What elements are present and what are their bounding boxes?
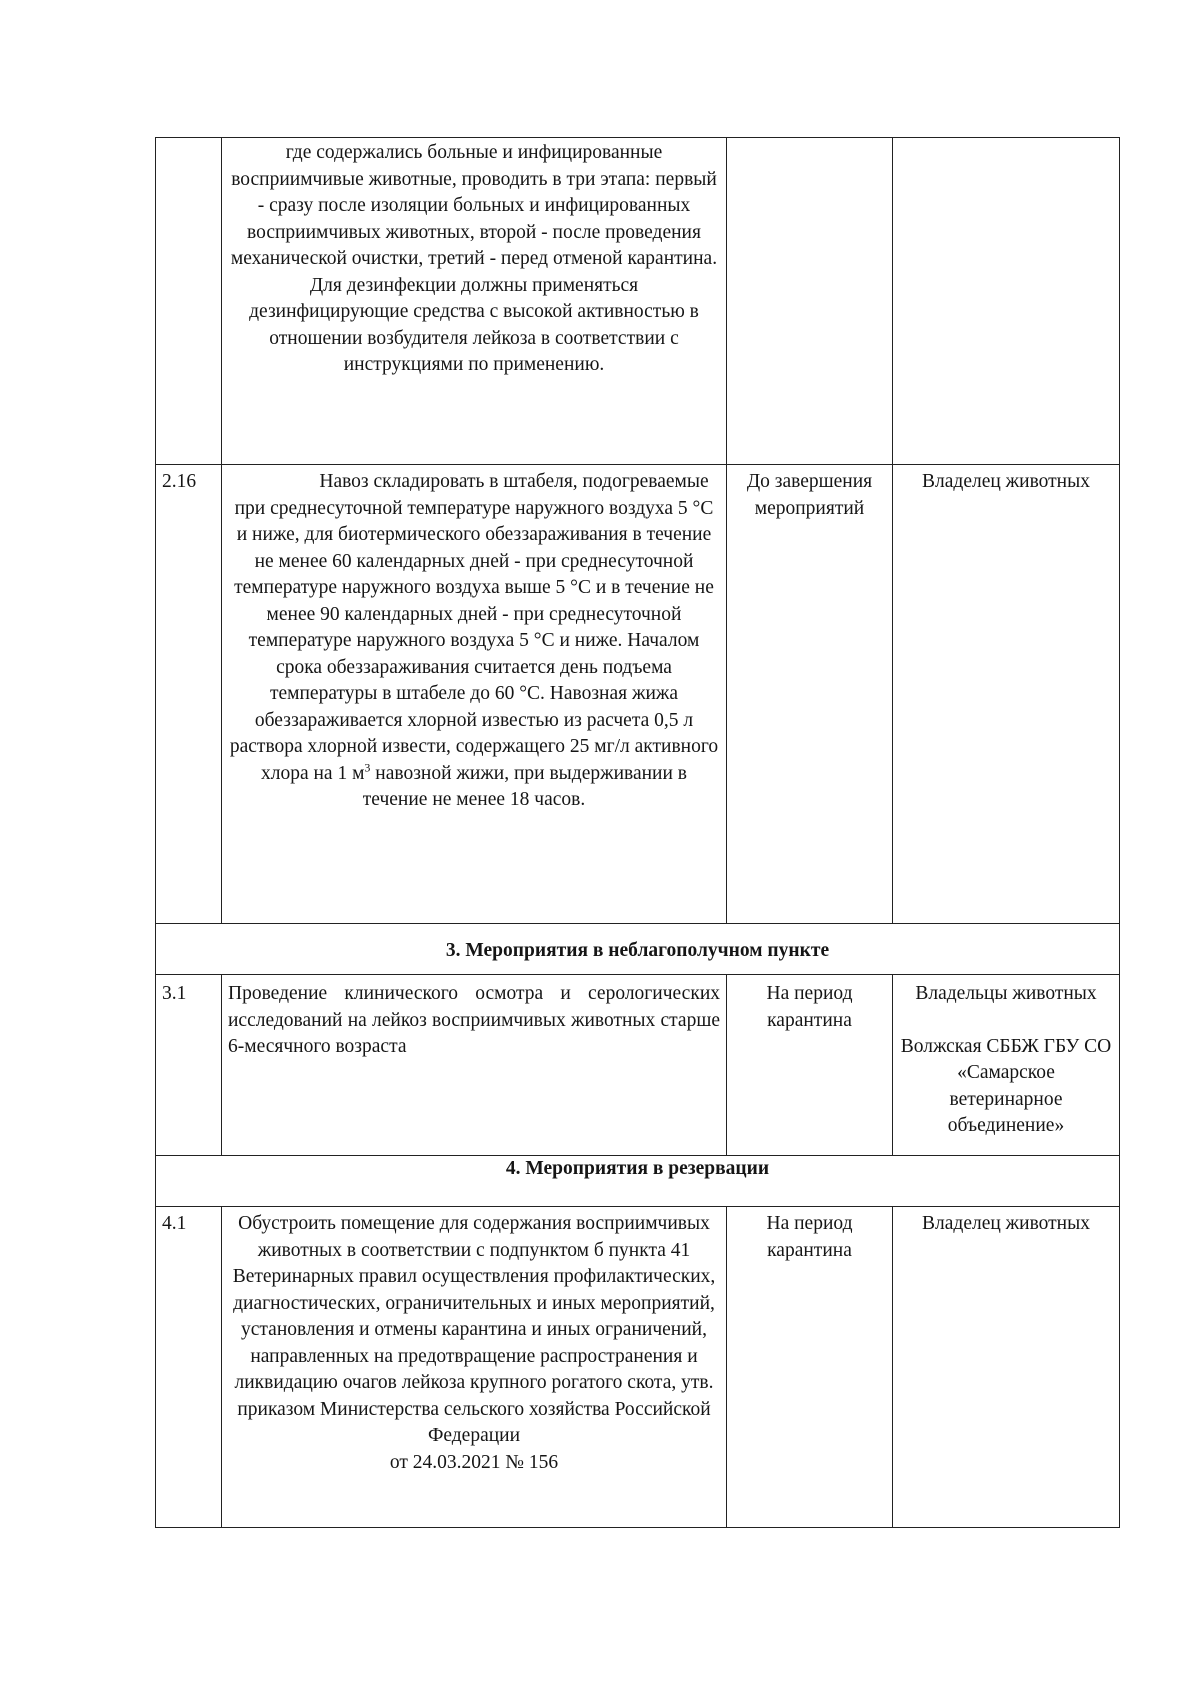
responsible-cell bbox=[893, 975, 1120, 1156]
responsible-owners: Владельцы животных bbox=[915, 983, 1097, 1004]
row-number-cell: 2.16 bbox=[156, 465, 222, 924]
action-cell bbox=[222, 1207, 727, 1528]
section-title: 4. Мероприятия в резервации bbox=[156, 1156, 1120, 1207]
section-header-row bbox=[156, 924, 1120, 975]
term-cell: На период карантина bbox=[727, 975, 893, 1156]
row-number-cell bbox=[156, 138, 222, 465]
term-cell bbox=[727, 138, 893, 465]
action-text: Навоз складировать в штабеля, подогреваемые при среднесуточной температуре наружного воздуха 5 °С и ниже, для биотермического обеззараживания в течение не менее 60 календарных дней - при среднесуточной температуре наружного воздуха выше 5 °С и в течение не менее 90 календарных дней - при среднесуточной температуре наружного воздуха 5 °С и ниже. Началом срока обеззараживания считается день подъема температуры в штабеле до 60 °С. Навозная жижа обеззараживается хлорной известью из расчета 0,5 л раствора хлорной извести, содержащего 25 мг/л активного хлора на 1 $м^3$ навозной жижи, при выдерживании в течение не менее 18 часов. bbox=[229, 471, 719, 810]
action-cell: Проведение клинического осмотра и серологических исследований на лейкоз восприимчивых животных старше 6-месячного возраста bbox=[222, 975, 727, 1156]
action-text: Обустроить помещение для содержания восприимчивых животных в соответствии с подпунктом б пункта 41 Ветеринарных правил осуществления профилактических, диагностических, ограничительных и иных мероприятий, установления и отмены карантина и иных ограничений, направленных на предотвращение распространения и ликвидацию очагов лейкоза крупного рогатого скота, утв. приказом Министерства сельского хозяйства Российской Федерации bbox=[232, 1213, 716, 1446]
term-cell: До завершения мероприятий bbox=[727, 465, 893, 924]
row-number-cell: 3.1 bbox=[156, 975, 222, 1156]
action-text: где содержались больные и инфицированные восприимчивые животные, проводить в три этапа: первый - сразу после изоляции больных и инфицированных восприимчивых животных, второй - после проведения механической очистки, третий - перед отменой карантина. Для дезинфекции должны применяться дезинфицирующие средства с высокой активностью в отношении возбудителя лейкоза в соответствии с инструкциями по применению. bbox=[230, 142, 718, 375]
measures-table bbox=[155, 137, 1120, 1528]
action-cell bbox=[222, 138, 727, 465]
section-title: 3. Мероприятия в неблагополучном пункте bbox=[156, 924, 1120, 975]
responsible-cell: Владелец животных bbox=[893, 1207, 1120, 1528]
table-row bbox=[156, 1207, 1120, 1528]
table-row bbox=[156, 465, 1120, 924]
action-cell bbox=[222, 465, 727, 924]
order-date: от 24.03.2021 № 156 bbox=[389, 1451, 559, 1473]
row-number-cell: 4.1 bbox=[156, 1207, 222, 1528]
section-header-row bbox=[156, 1156, 1120, 1207]
responsible-cell bbox=[893, 138, 1120, 465]
table-row bbox=[156, 975, 1120, 1156]
responsible-cell: Владелец животных bbox=[893, 465, 1120, 924]
table-row bbox=[156, 138, 1120, 465]
responsible-vet-service: Волжская СББЖ ГБУ СО «Самарское ветеринарное объединение» bbox=[900, 1035, 1112, 1136]
term-cell: На период карантина bbox=[727, 1207, 893, 1528]
